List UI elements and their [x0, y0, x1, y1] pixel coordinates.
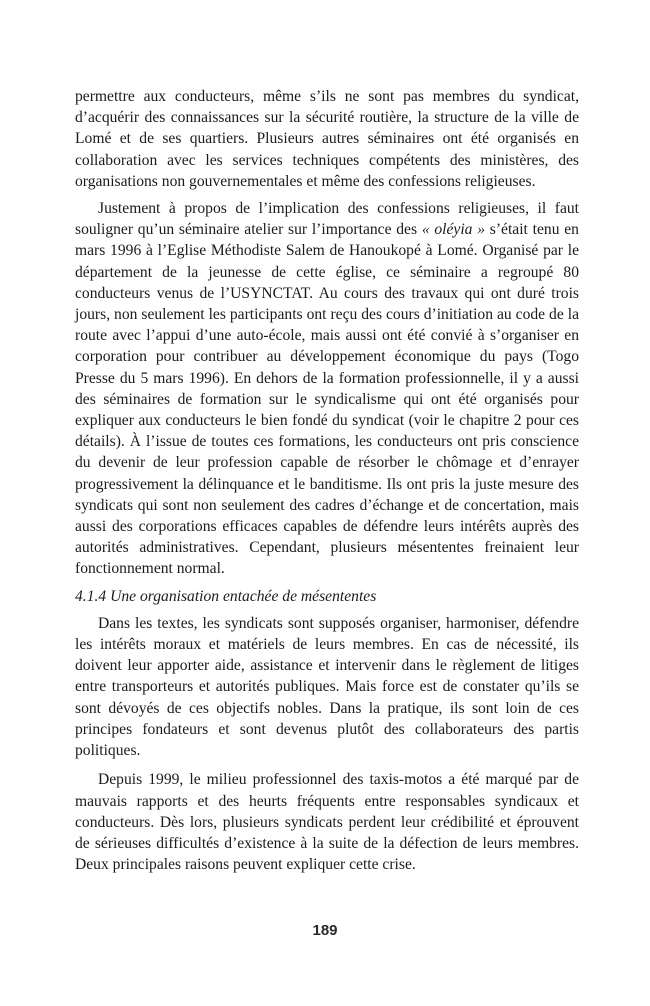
paragraph-4: Depuis 1999, le milieu professionnel des taxis-motos a été marqué par de mauvais rapports et des heurts fréquents entre responsables syndicaux et conducteurs. Dès lors, plusieurs syndicats perdent leur crédibilité et éprouvent de sérieuses difficultés d’existence à la suite de la défection de leurs membres. Deux principales raisons peuvent expliquer cette crise. — [75, 771, 579, 874]
paragraph-2 — [75, 198, 579, 580]
paragraph-2-start: Justement à propos de l’implication des confessions religieuses, il faut souligner qu’un séminaire atelier sur l’importance des — [75, 200, 579, 239]
oleyia-term: « oléyia » — [421, 221, 486, 239]
paragraph-3: Dans les textes, les syndicats sont supposés organiser, harmoniser, défendre les intérêts moraux et matériels de leurs membres. En cas de nécessité, ils doivent leur apporter aide, assistance et intervenir dans le règlement de litiges entre transporteurs et autorités publiques. Mais force est de constater qu’ils se sont dévoyés de ces objectifs nobles. Dans la pratique, ils sont loin de ces principes fondateurs et sont devenus plutôt des collaborateurs des partis politiques. — [75, 614, 579, 760]
paragraph-1: permettre aux conducteurs, même s’ils ne sont pas membres du syndicat, d’acquérir des connaissances sur la sécurité routière, la structure de la ville de Lomé et de ses quartiers. Plusieurs autres séminaires ont été organisés en collaboration avec les services techniques compétents des ministères, des organisations non gouvernementales et même des confessions religieuses. — [75, 88, 579, 190]
section-heading: 4.1.4 Une organisation entachée de mésententes — [75, 587, 377, 605]
page-number: 189 — [312, 922, 338, 939]
paragraph-2-end: s’était tenu en mars 1996 à l’Eglise Méthodiste Salem de Hanoukopé à Lomé. Organisé par le département de la jeunesse de cette église, ce séminaire a regroupé 80 conducteurs venus de l’USYNCTAT. Au cours des travaux qui ont duré trois jours, non seulement les participants ont reçu des cours d’initiation au code de la route avec l’appui d’une auto-école, mais aussi ont été convié à s’organiser en corporation pour contribuer au développement économique du pays (Togo Presse du 5 mars 1996). En dehors de la formation professionnelle, il y a aussi des séminaires de formation sur le syndicalisme qui ont été organisés pour expliquer aux conducteurs le bien fondé du syndicat (voir le chapitre 2 pour ces détails). À l’issue de toutes ces formations, les conducteurs ont pris conscience du devenir de leur profession capable de résorber le chômage et d’enrayer progressivement la délinquance et le banditisme. Ils ont pris la juste mesure des syndicats qui sont non seulement des cadres d’échange et de concertation, mais aussi des corporations efficaces capables de défendre leurs intérêts auprès des autorités administratives. Cependant, plusieurs mésententes freinaient leur fonctionnement normal. — [75, 221, 579, 578]
body-text — [75, 86, 579, 875]
